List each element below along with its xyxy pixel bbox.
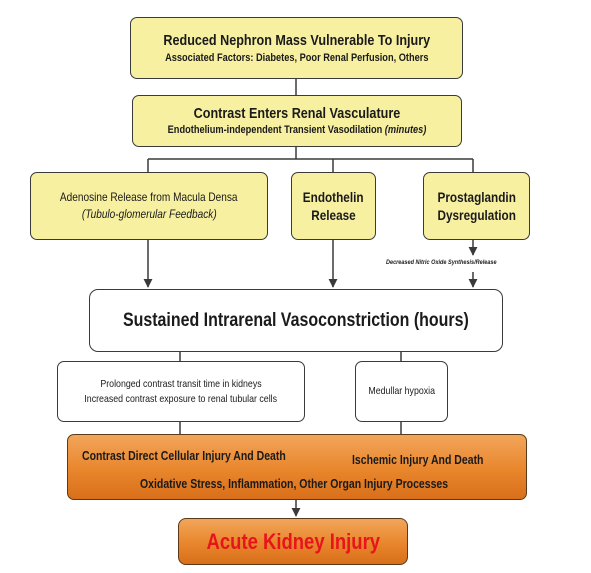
node-prolonged-transit (57, 361, 305, 422)
node-prostaglandin-line1: Prostaglandin (437, 189, 516, 205)
node-acute-kidney-injury (178, 518, 408, 565)
node-prostaglandin-line2: Dysregulation (437, 207, 516, 223)
node-reduced-nephron-title: Reduced Nephron Mass Vulnerable To Injury (163, 31, 430, 49)
node-reduced-nephron-subtitle: Associated Factors: Diabetes, Poor Renal Perfusion, Others (164, 51, 429, 64)
node-adenosine-line2: (Tubulo-glomerular Feedback) (81, 207, 217, 221)
node-contrast-enters-subtitle-italic: (minutes) (384, 124, 427, 136)
edge-label-nitric-oxide: Decreased Nitric Oxide Synthesis/Release (386, 259, 497, 266)
node-contrast-enters-subtitle-main: Endothelium-independent Transient Vasodilation (167, 124, 385, 136)
node-contrast-enters-title: Contrast Enters Renal Vasculature (193, 105, 401, 122)
node-endothelin-release (291, 172, 376, 240)
node-sustained-vasoconstriction (89, 289, 503, 352)
node-medullar-label: Medullar hypoxia (368, 385, 435, 397)
node-contrast-enters-subtitle (168, 123, 427, 138)
node-injury-right: Ischemic Injury And Death (352, 453, 484, 467)
node-adenosine-release (30, 172, 268, 240)
node-contrast-enters (132, 95, 462, 147)
node-endothelin-line2: Release (311, 207, 356, 223)
node-prolonged-line1: Prolonged contrast transit time in kidneys (100, 377, 262, 390)
node-prostaglandin-dysregulation (423, 172, 530, 240)
node-sustained-title: Sustained Intrarenal Vasoconstriction (hours) (123, 309, 469, 331)
node-aki-label: Acute Kidney Injury (206, 528, 380, 554)
node-cellular-injury (67, 434, 527, 500)
node-prolonged-line2: Increased contrast exposure to renal tubular cells (84, 392, 278, 405)
node-reduced-nephron-mass (130, 17, 463, 79)
node-medullar-hypoxia (355, 361, 448, 422)
node-endothelin-line1: Endothelin (303, 189, 364, 205)
node-injury-bottom: Oxidative Stress, Inflammation, Other Organ Injury Processes (140, 477, 449, 491)
node-injury-left: Contrast Direct Cellular Injury And Death (82, 449, 286, 463)
node-adenosine-line1: Adenosine Release from Macula Densa (60, 190, 238, 204)
